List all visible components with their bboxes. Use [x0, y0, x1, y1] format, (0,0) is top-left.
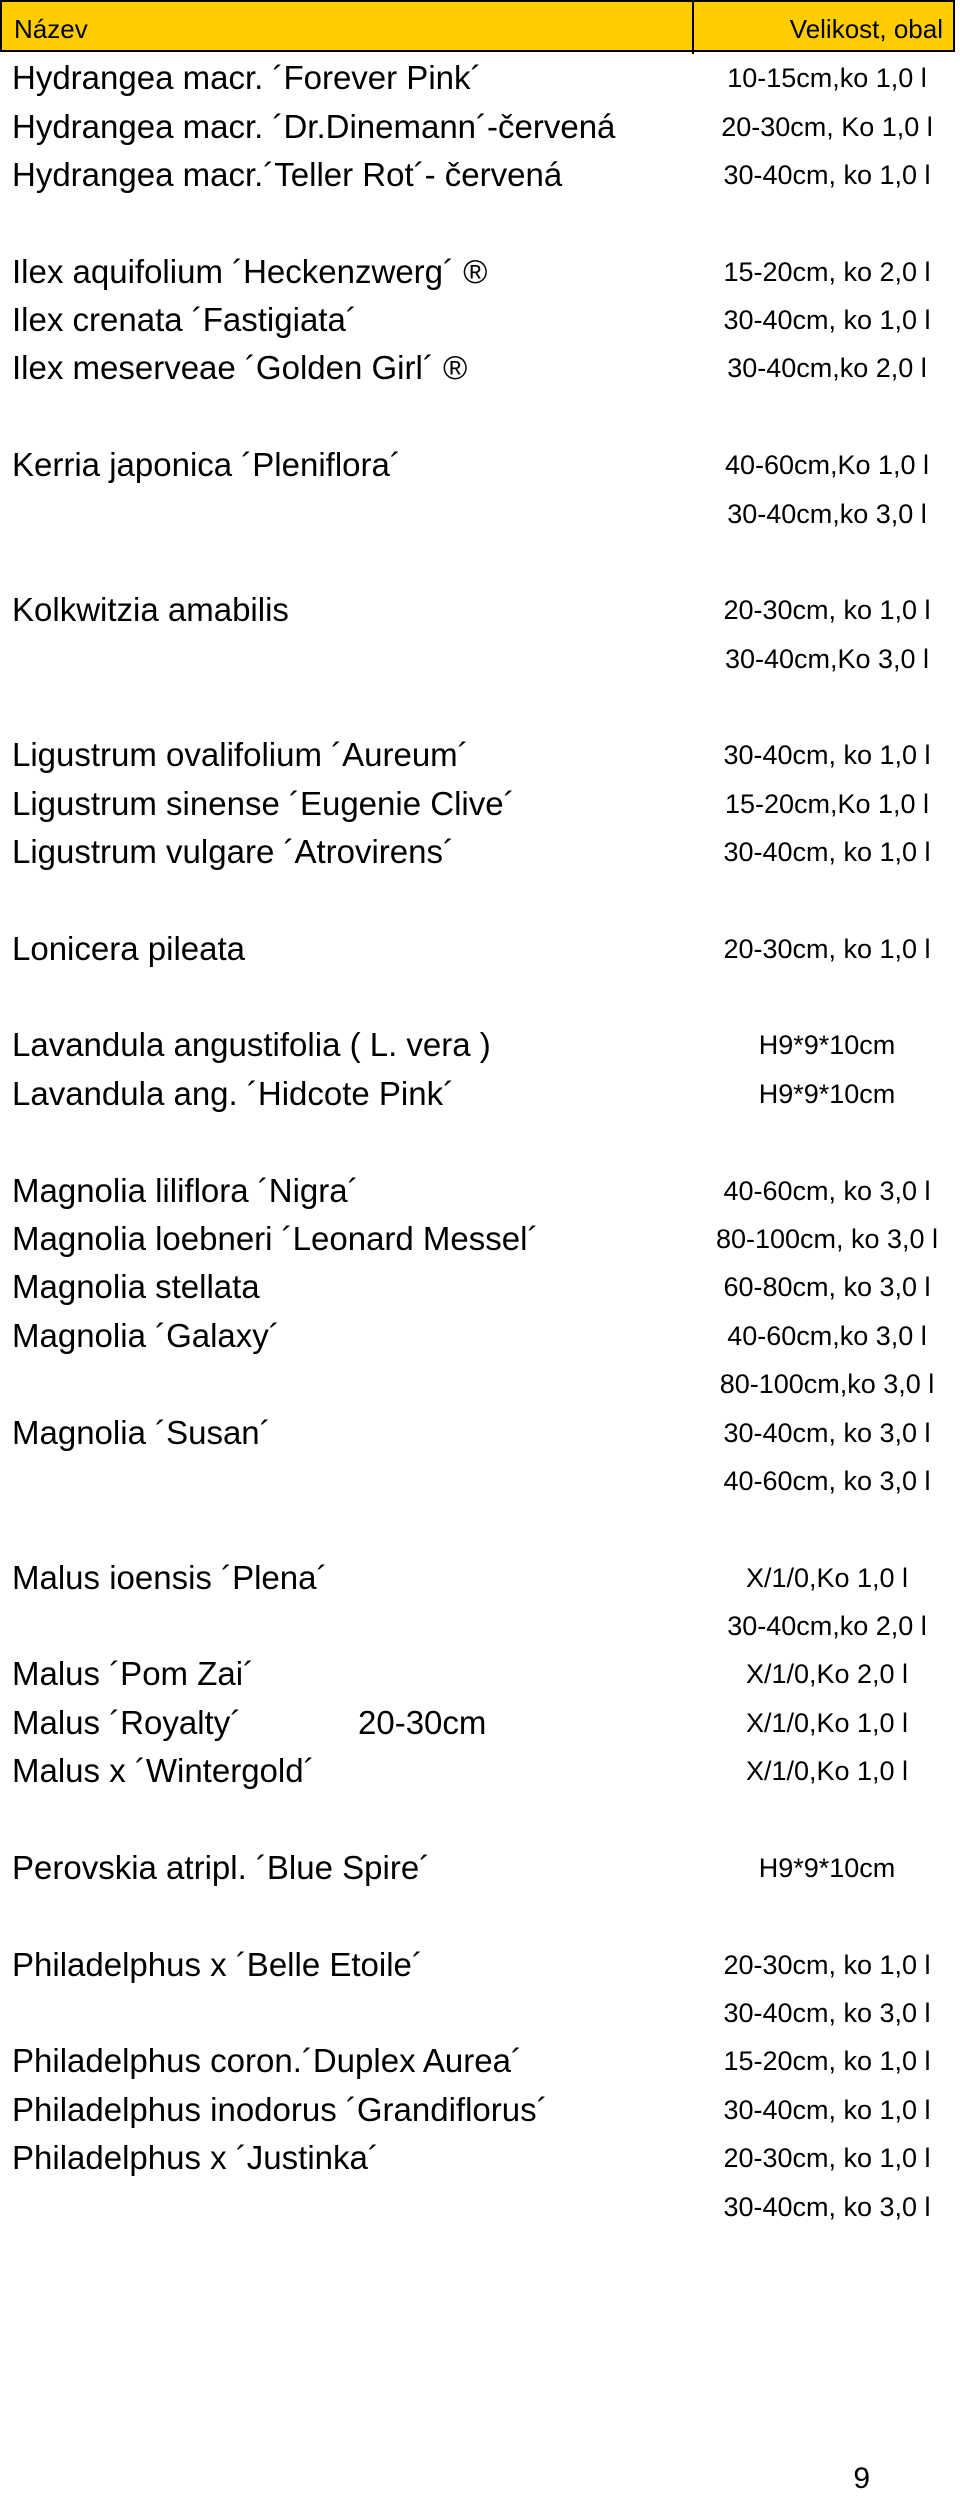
table-row — [0, 342, 960, 390]
table-row — [0, 52, 960, 100]
plant-name: Magnolia ´Galaxy´ — [12, 1317, 280, 1354]
plant-size: 30-40cm, ko 1,0 l — [723, 740, 931, 770]
plant-size: 30-40cm, ko 3,0 l — [723, 2192, 931, 2222]
table-row — [0, 1552, 960, 1600]
plant-size: 30-40cm, ko 1,0 l — [723, 160, 931, 190]
table-row — [0, 101, 960, 149]
plant-name: Kerria japonica ´Pleniflora´ — [12, 446, 401, 483]
plant-size: 30-40cm, ko 1,0 l — [723, 2095, 931, 2125]
table-row — [0, 1019, 960, 1067]
plant-size: 80-100cm,ko 3,0 l — [719, 1369, 935, 1399]
plant-name: Ilex aquifolium ´Heckenzwerg´ ® — [12, 253, 488, 290]
plant-name: Magnolia ´Susan´ — [12, 1414, 271, 1451]
table-row — [0, 1165, 960, 1213]
plant-size: 20-30cm, ko 1,0 l — [723, 2143, 931, 2173]
plant-size: 40-60cm,ko 3,0 l — [727, 1321, 927, 1351]
plant-size: 40-60cm, ko 3,0 l — [723, 1466, 931, 1496]
plant-name: Kolkwitzia amabilis — [12, 591, 289, 628]
table-row — [0, 439, 960, 487]
table-row — [0, 729, 960, 777]
plant-name: Hydrangea macr.´Teller Rot´- červená — [12, 156, 563, 193]
plant-name: Ilex meserveae ´Golden Girl´ ® — [12, 349, 468, 386]
table-row — [0, 1068, 960, 1116]
plant-size: 20-30cm, ko 1,0 l — [723, 934, 931, 964]
table-row — [0, 2084, 960, 2132]
plant-name: Lavandula ang. ´Hidcote Pink´ — [12, 1075, 455, 1112]
plant-name: Ilex crenata ´Fastigiata´ — [12, 301, 357, 338]
plant-size: 30-40cm,ko 2,0 l — [727, 353, 927, 383]
table-row — [0, 1648, 960, 1696]
plant-name: Magnolia liliflora ´Nigra´ — [12, 1172, 359, 1209]
plant-name: Lavandula angustifolia ( L. vera ) — [12, 1026, 491, 1063]
plant-name: Hydrangea macr. ´Forever Pink´ — [12, 59, 482, 96]
table-row — [0, 149, 960, 197]
table-row — [0, 1213, 960, 1261]
table-row — [0, 294, 960, 342]
page-number: 9 — [853, 2462, 870, 2495]
table-row — [0, 1600, 960, 1648]
plant-size: 20-30cm, Ko 1,0 l — [721, 112, 933, 142]
plant-name: Hydrangea macr. ´Dr.Dinemann´-červená — [12, 108, 616, 145]
table-row — [0, 584, 960, 632]
plant-size: X/1/0,Ko 2,0 l — [745, 1659, 909, 1689]
plant-name: Ligustrum ovalifolium ´Aureum´ — [12, 736, 469, 773]
plant-size: H9*9*10cm — [758, 1853, 896, 1883]
plant-size: X/1/0,Ko 1,0 l — [745, 1708, 909, 1738]
table-row — [0, 1407, 960, 1455]
plant-name: Malus ioensis ´Plena´ — [12, 1559, 328, 1596]
plant-size: 30-40cm, ko 1,0 l — [723, 305, 931, 335]
plant-size: 20-30cm, ko 1,0 l — [723, 595, 931, 625]
table-row — [0, 2181, 960, 2229]
plant-name: Philadelphus coron.´Duplex Aurea´ — [12, 2042, 522, 2079]
plant-name: Philadelphus x ´Justinka´ — [12, 2139, 379, 2176]
header-divider — [692, 2, 694, 54]
column-header-name: Název — [14, 14, 88, 44]
plant-size: 60-80cm, ko 3,0 l — [723, 1272, 931, 1302]
plant-name: Philadelphus inodorus ´Grandiflorus´ — [12, 2091, 548, 2128]
column-header-size: Velikost, obal — [789, 14, 943, 44]
plant-size: 30-40cm, ko 3,0 l — [723, 1418, 931, 1448]
table-row — [0, 1310, 960, 1358]
plant-name: Ligustrum sinense ´Eugenie Clive´ — [12, 785, 515, 822]
plant-size: X/1/0,Ko 1,0 l — [745, 1563, 909, 1593]
plant-name: Malus x ´Wintergold´ — [12, 1752, 315, 1789]
plant-name: Malus ´Pom Zai´ — [12, 1655, 255, 1692]
table-row — [0, 1987, 960, 2035]
plant-name: Magnolia stellata — [12, 1268, 260, 1305]
table-row — [0, 826, 960, 874]
table-row — [0, 1455, 960, 1503]
plant-name: Lonicera pileata — [12, 930, 245, 967]
plant-size: 15-20cm, ko 1,0 l — [723, 2046, 931, 2076]
plant-size: 30-40cm,ko 3,0 l — [727, 499, 927, 529]
plant-size: 80-100cm, ko 3,0 l — [715, 1224, 939, 1254]
table-row — [0, 2132, 960, 2180]
table-row — [0, 778, 960, 826]
plant-name: Malus ´Royalty´ — [12, 1704, 242, 1741]
plant-size: H9*9*10cm — [758, 1030, 896, 1060]
plant-size: 15-20cm,Ko 1,0 l — [724, 789, 930, 819]
table-row — [0, 246, 960, 294]
table-row — [0, 1358, 960, 1406]
table-header — [0, 0, 955, 52]
table-row — [0, 1842, 960, 1890]
plant-size: 30-40cm,ko 2,0 l — [727, 1611, 927, 1641]
table-row — [0, 488, 960, 536]
plant-name: Ligustrum vulgare ´Atrovirens´ — [12, 833, 454, 870]
plant-size: 30-40cm,Ko 3,0 l — [724, 644, 930, 674]
table-row — [0, 923, 960, 971]
plant-name: Magnolia loebneri ´Leonard Messel´ — [12, 1220, 539, 1257]
table-row — [0, 633, 960, 681]
plant-size: H9*9*10cm — [758, 1079, 896, 1109]
plant-name: Perovskia atripl. ´Blue Spire´ — [12, 1849, 431, 1886]
plant-size: 20-30cm, ko 1,0 l — [723, 1950, 931, 1980]
plant-size: 30-40cm, ko 3,0 l — [723, 1998, 931, 2028]
table-row — [0, 1697, 960, 1745]
plant-note: 20-30cm — [358, 1704, 487, 1741]
plant-size: 30-40cm, ko 1,0 l — [723, 837, 931, 867]
table-row — [0, 1745, 960, 1793]
table-row — [0, 2035, 960, 2083]
plant-size: 10-15cm,ko 1,0 l — [727, 63, 927, 93]
table-row — [0, 1261, 960, 1309]
plant-size: 15-20cm, ko 2,0 l — [723, 257, 931, 287]
plant-name: Philadelphus x ´Belle Etoile´ — [12, 1946, 423, 1983]
plant-size: 40-60cm,Ko 1,0 l — [724, 450, 930, 480]
plant-size: 40-60cm, ko 3,0 l — [723, 1176, 931, 1206]
table-row — [0, 1939, 960, 1987]
plant-size: X/1/0,Ko 1,0 l — [745, 1756, 909, 1786]
